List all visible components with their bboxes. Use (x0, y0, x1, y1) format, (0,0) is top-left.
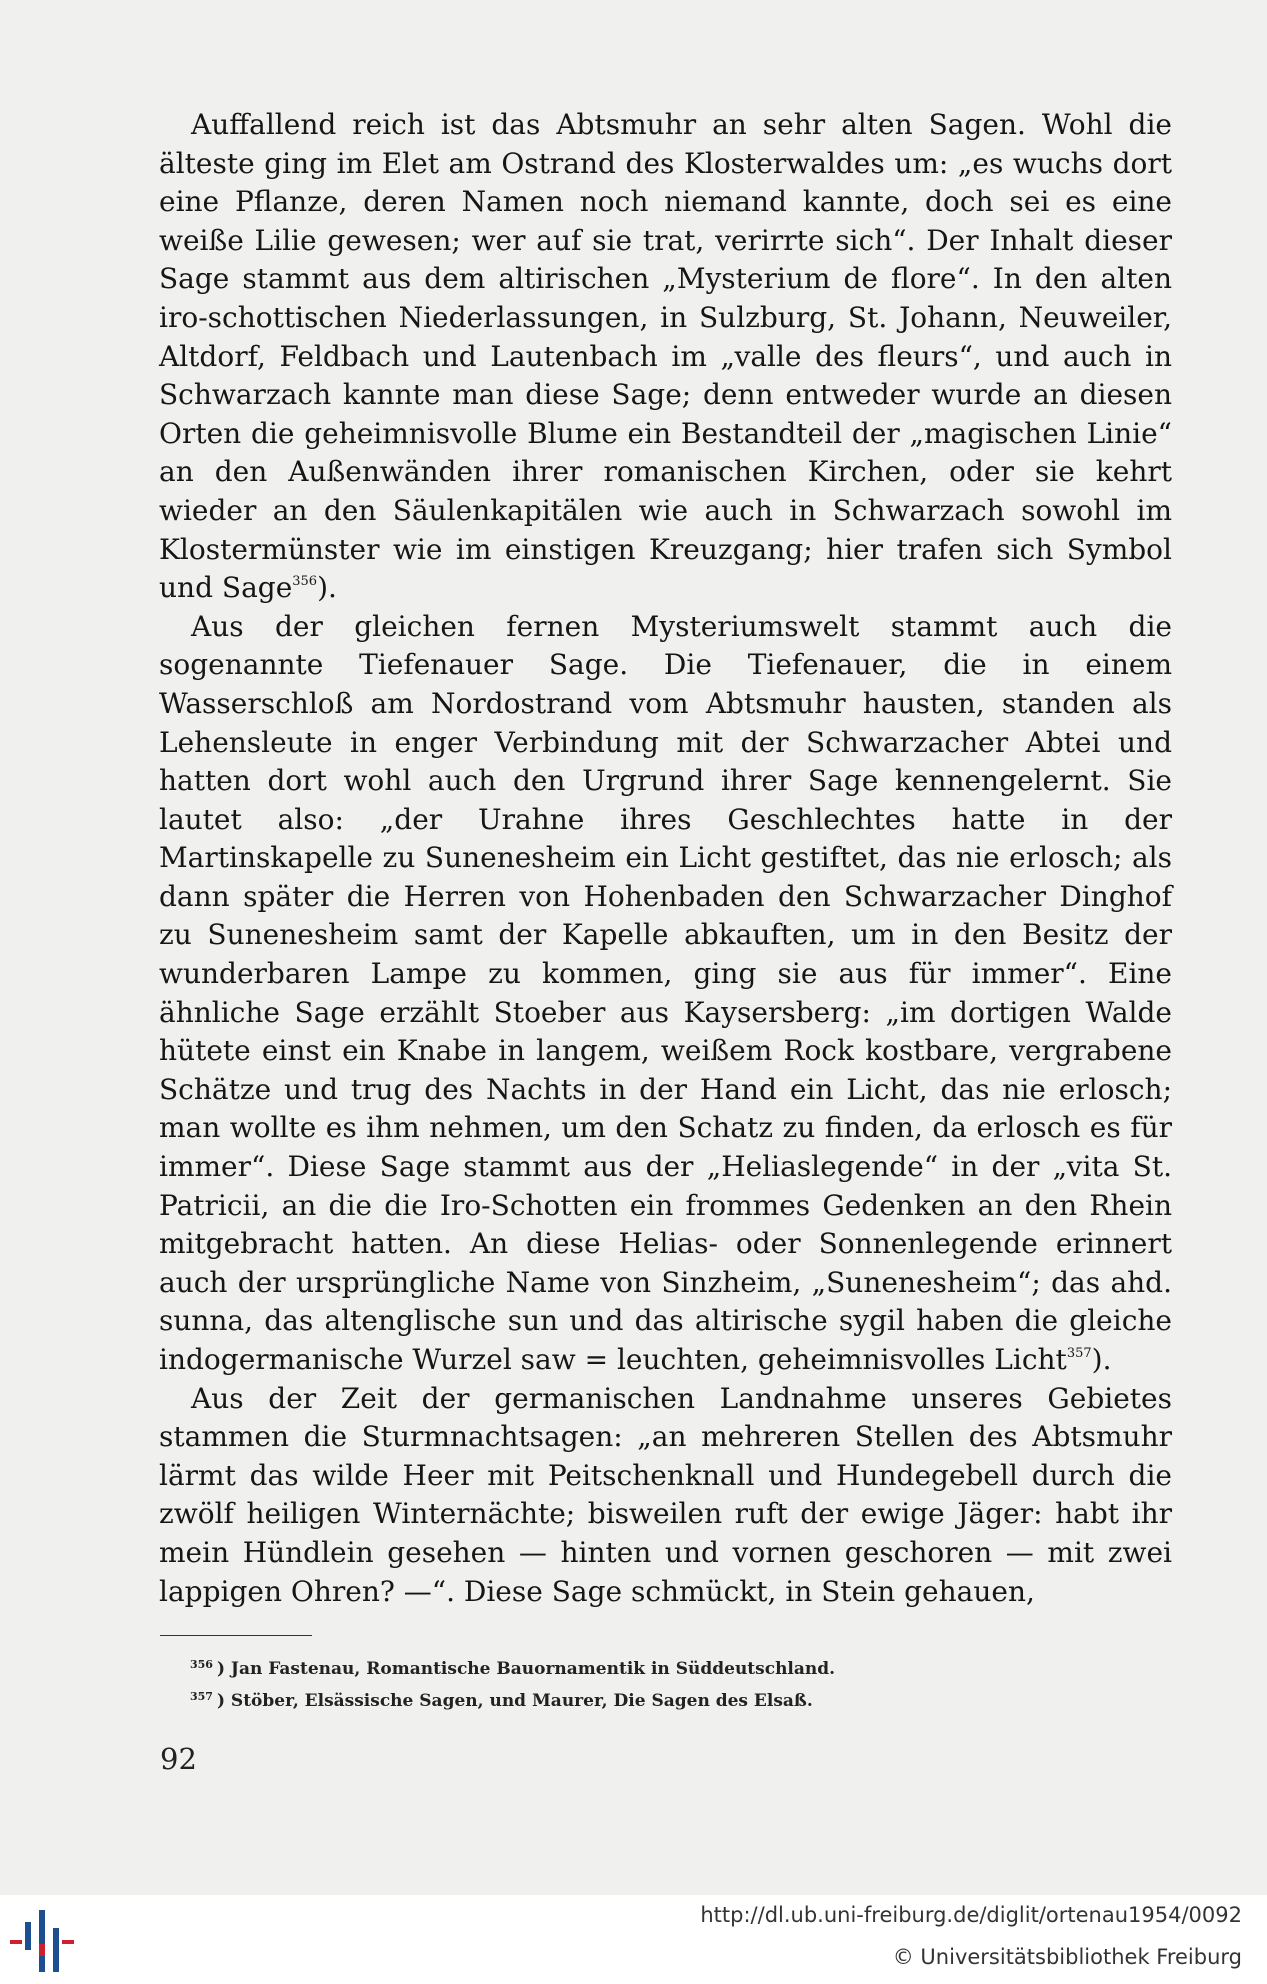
ub-freiburg-logo-icon[interactable] (10, 1898, 90, 1984)
paragraph-2: Aus der gleichen fernen Mysteriumswelt stammt auch die sogenannte Tiefenauer Sage. Die Tiefenauer, die in einem Wasserschloß am Nordostrand vom Abtsmuhr hausten, standen als Lehensleute in enger Verbindung mit der Schwarzacher Abtei und hatten dort wohl auch den Urgrund ihrer Sage kennengelernt. Sie lautet also: „der Urahne ihres Geschlechtes hatte in der Martinskapelle zu Sunenesheim ein Licht gestiftet, das nie erlosch; als dann später die Herren von Hohenbaden den Schwarzacher Dinghof zu Sunenesheim samt der Kapelle abkauften, um in den Besitz der wunderbaren Lampe zu kommen, ging sie aus für immer“. Eine ähnliche Sage erzählt Stoeber aus Kaysersberg: „im dortigen Walde hütete einst ein Knabe in langem, weißem Rock kostbare, vergrabene Schätze und trug des Nachts in der Hand ein Licht, das nie erlosch; man wollte es ihm nehmen, um den Schatz zu finden, da erlosch es für immer“. Diese Sage stammt aus der „Heliaslegende“ in der „vita St. Patricii, an die die Iro-Schotten ein frommes Gedenken an den Rhein mitgebracht hatten. An diese Helias- oder Sonnenlegende erinnert auch der ursprüngliche Name von Sinzheim, „Sunenesheim“; das ahd. sunna, das altenglische sun und das altirische sygil haben die gleiche indogermanische Wurzel saw = leuchten, geheimnisvolles Licht$^{357}$). (159, 609, 1172, 1376)
source-url-link[interactable]: http://dl.ub.uni-freiburg.de/diglit/ortenau1954/0092 (700, 1903, 1242, 1927)
footnotes (190, 1651, 1090, 1715)
paragraph-1: Auffallend reich ist das Abtsmuhr an sehr alten Sagen. Wohl die älteste ging im Elet am Ostrand des Klosterwaldes um: „es wuchs dort eine Pflanze, deren Namen noch niemand kannte, doch sei es eine weiße Lilie gewesen; wer auf sie trat, verirrte sich“. Der Inhalt dieser Sage stammt aus dem altirischen „Mysterium de flore“. In den alten iro-schottischen Niederlassungen, in Sulzburg, St. Johann, Neuweiler, Altdorf, Feldbach und Lautenbach im „valle des fleurs“, und auch in Schwarzach kannte man diese Sage; denn entweder wurde an diesen Orten die geheimnisvolle Blume ein Bestandteil der „magischen Linie“ an den Außenwänden ihrer romanischen Kirchen, oder sie kehrt wieder an den Säulenkapitälen wie auch in Schwarzach sowohl im Klostermünster wie im einstigen Kreuzgang; hier trafen sich Symbol und Sage$^{356}$). (159, 108, 1172, 605)
body-text (159, 106, 1172, 1611)
footnote-ref-357[interactable]: 357 (1066, 1346, 1092, 1361)
copyright-notice: © Universitätsbibliothek Freiburg (892, 1945, 1242, 1969)
paragraph-3: Aus der Zeit der germanischen Landnahme unseres Gebietes stammen die Sturmnachtsagen: „an mehreren Stellen des Abtsmuhr lärmt das wilde Heer mit Peitschenknall und Hundegebell durch die zwölf heiligen Winternächte; bisweilen ruft der ewige Jäger: habt ihr mein Hündlein gesehen — hinten und vornen geschoren — mit zwei lappigen Ohren? —“. Diese Sage schmückt, in Stein gehauen, (159, 1381, 1172, 1608)
footnote-separator (160, 1635, 312, 1636)
page-number: 92 (160, 1742, 197, 1776)
footnote-357: $^{357}$ ) Stöber, Elsässische Sagen, und Maurer, Die Sagen des Elsaß. (190, 1690, 813, 1711)
footnote-356: $^{356}$ ) Jan Fastenau, Romantische Bauornamentik in Süddeutschland. (190, 1658, 836, 1679)
footnote-ref-356[interactable]: 356 (292, 574, 318, 590)
